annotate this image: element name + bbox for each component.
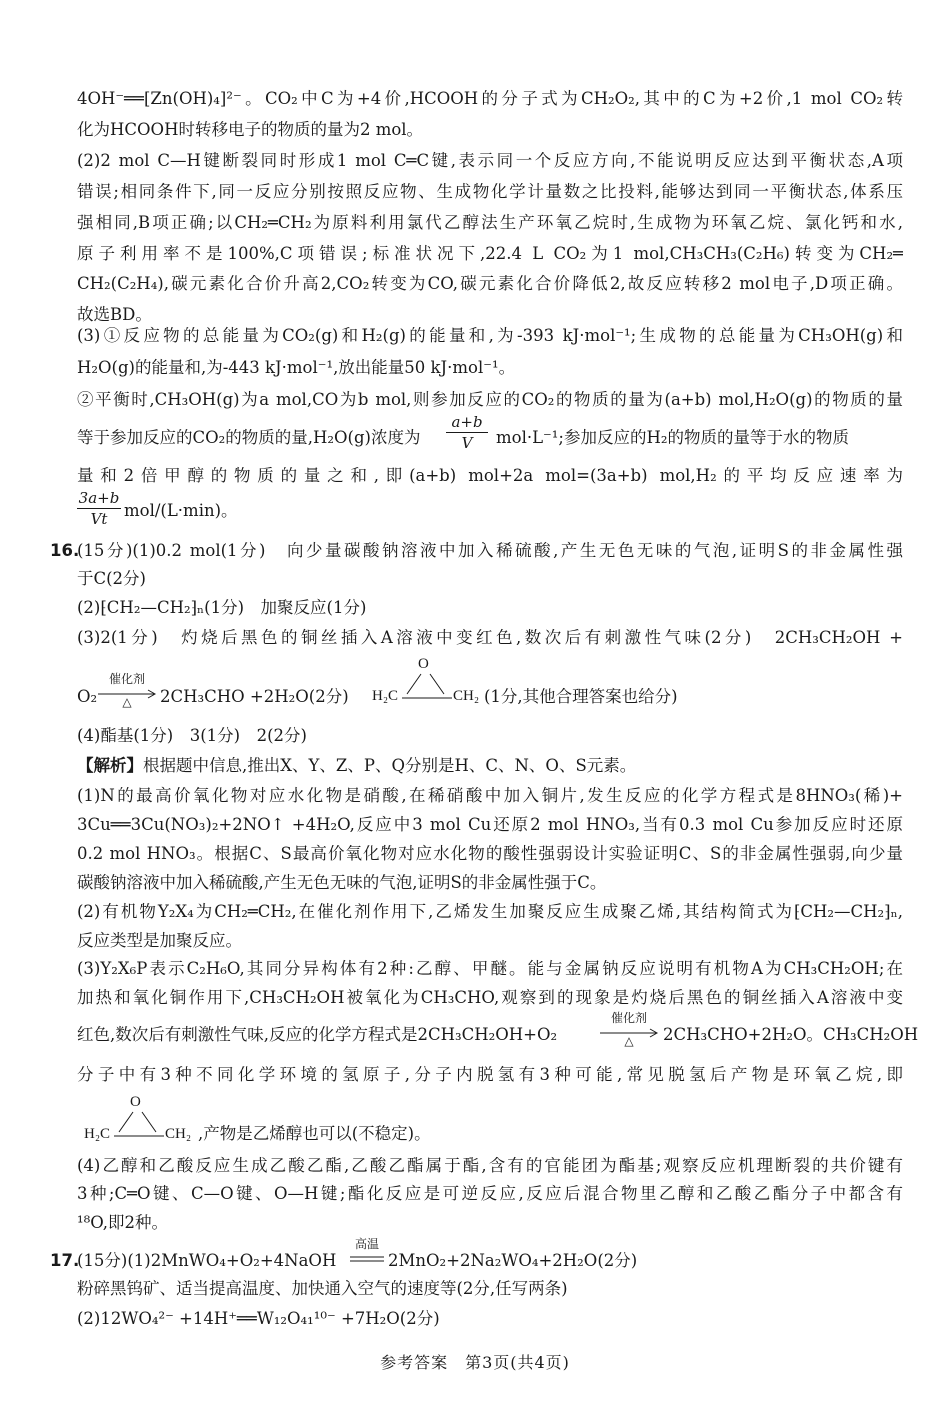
text-line: 反应类型是加聚反应。: [77, 931, 242, 950]
analysis-text: 根据题中信息,推出X、Y、Z、P、Q分别是H、C、N、O、S元素。: [143, 756, 637, 775]
text-line: 碳酸钠溶液中加入稀硫酸,产生无色无味的气泡,证明S的非金属性强于C。: [77, 873, 607, 892]
fraction-numerator: 3a+b: [78, 489, 120, 507]
text-fragment: (1分,其他合理答案也给分): [484, 687, 678, 706]
text-line: 于C(2分): [77, 569, 146, 588]
text-line: 加热和氧化铜作用下,CH₃CH₂OH被氧化为CH₃CHO,观察到的现象是灼烧后黑色的铜丝插入A溶液中变: [77, 988, 903, 1007]
analysis-label: 【解析】: [77, 756, 143, 775]
catalyst-arrow: [98, 670, 156, 710]
text-line: (3)Y₂X₆P表示C₂H₆O,其同分异构体有2种:乙醇、甲醚。能与金属钠反应说明有机物A为CH₃CH₂OH;在: [77, 959, 903, 978]
text-line: 分子中有3种不同化学环境的氢原子,分子内脱氢有3种可能,常见脱氢后产物是环氧乙烷,即: [77, 1065, 903, 1084]
text-line: 原子利用率不是100%,C项错误;标准状况下,22.4 L CO₂为1 mol,CH₃CH₃(C₂H₆)转变为CH₂═: [77, 244, 903, 263]
text-line: (2)12WO₄²⁻ +14H⁺══W₁₂O₄₁¹⁰⁻ +7H₂O(2分): [77, 1309, 440, 1328]
high-temp-equals: [350, 1237, 384, 1267]
fraction-denominator: V: [461, 434, 473, 452]
fraction-3a-plus-b-over-vt: [77, 488, 121, 529]
text-line: 4OH⁻══[Zn(OH)₄]²⁻。CO₂中C为+4价,HCOOH的分子式为CH₂O₂,其中的C为+2价,1 mol CO₂转: [77, 89, 903, 108]
text-line: ②平衡时,CH₃OH(g)为a mol,CO为b mol,则参加反应的CO₂的物质的量为(a+b) mol,H₂O(g)的物质的量: [77, 390, 903, 409]
reaction-condition-high-temp: 高温: [354, 1237, 379, 1251]
text-line: 强相同,B项正确;以CH₂═CH₂为原料利用氯代乙醇法生产环氧乙烷时,生成物为环氧乙烷、氯化钙和水,: [77, 213, 903, 232]
question-number-16: 16.: [50, 541, 80, 560]
page-footer: 参考答案 第3页(共4页): [380, 1353, 570, 1372]
fraction-a-plus-b-over-v: [446, 412, 488, 453]
arrow-label-heat: △: [624, 1034, 634, 1048]
text-line: 故选BD。: [77, 305, 152, 324]
text-fragment: 2CH₃CHO+2H₂O。CH₃CH₂OH: [663, 1025, 919, 1044]
text-line: 等于参加反应的CO₂的物质的量,H₂O(g)浓度为: [77, 428, 421, 447]
question-number-17: 17.: [50, 1251, 80, 1270]
arrow-label-catalyst: 催化剂: [108, 672, 145, 686]
arrow-label-heat: △: [122, 695, 132, 709]
text-line: ¹⁸O,即2种。: [77, 1213, 169, 1232]
text-line: (2)有机物Y₂X₄为CH₂═CH₂,在催化剂作用下,乙烯发生加聚反应生成聚乙烯,其结构简式为⁅CH₂—CH₂⁆ₙ,: [77, 902, 903, 921]
fraction-denominator: Vt: [90, 510, 108, 528]
text-line: (4)酯基(1分) 3(1分) 2(2分): [77, 726, 307, 745]
text-line: 错误;相同条件下,同一反应分别按照反应物、生成物化学计量数之比投料,能够达到同一平衡状态,体系压: [77, 182, 903, 201]
text-fragment: (15分)(1)2MnWO₄+O₂+4NaOH: [77, 1251, 337, 1270]
text-line: (3)2(1分) 灼烧后黑色的铜丝插入A溶液中变红色,数次后有刺激性气味(2分) 2CH₃CH₂OH +: [77, 628, 903, 647]
text-line: 粉碎黑钨矿、适当提高温度、加快通入空气的速度等(2分,任写两条): [77, 1279, 568, 1298]
text-fragment: ,产物是乙烯醇也可以(不稳定)。: [198, 1124, 431, 1143]
h2c-group: H₂C: [372, 688, 399, 704]
text-line: (4)乙醇和乙酸反应生成乙酸乙酯,乙酸乙酯属于酯,含有的官能团为酯基;观察反应机理断裂的共价键有: [77, 1156, 903, 1175]
ch2-group: CH₂: [165, 1126, 192, 1142]
fraction-numerator: a+b: [446, 412, 488, 433]
epoxide-structure: [372, 656, 482, 712]
text-fragment: 2MnO₂+2Na₂WO₄+2H₂O(2分): [388, 1251, 638, 1270]
text-line: (1)N的最高价氧化物对应水化物是硝酸,在稀硝酸中加入铜片,发生反应的化学方程式是8HNO₃(稀)+: [77, 786, 903, 805]
text-line: 化为HCOOH时转移电子的物质的量为2 mol。: [77, 120, 424, 139]
text-line: mol·L⁻¹;参加反应的H₂的物质的量等于水的物质: [496, 428, 849, 447]
text-line: (2)⁅CH₂—CH₂⁆ₙ(1分) 加聚反应(1分): [77, 598, 367, 617]
text-line: (2)2 mol C—H键断裂同时形成1 mol C═C键,表示同一个反应方向,不能说明反应达到平衡状态,A项: [77, 151, 903, 170]
text-line: 0.2 mol HNO₃。根据C、S最高价氧化物对应水化物的酸性强弱设计实验证明C、S的非金属性强弱,向少量: [77, 844, 903, 863]
text-line: [77, 755, 903, 777]
text-line: H₂O(g)的能量和,为-443 kJ·mol⁻¹,放出能量50 kJ·mol⁻¹。: [77, 358, 516, 377]
epoxide-structure: [84, 1094, 194, 1150]
text-fragment: 2CH₃CHO +2H₂O(2分): [160, 687, 349, 706]
h2c-group: H₂C: [84, 1126, 111, 1142]
catalyst-arrow: [600, 1009, 658, 1049]
oxygen-atom: O: [130, 1094, 141, 1110]
text-line: (15分)(1)0.2 mol(1分) 向少量碳酸钠溶液中加入稀硫酸,产生无色无味的气泡,证明S的非金属性强: [77, 541, 903, 560]
arrow-label-catalyst: 催化剂: [610, 1011, 647, 1025]
text-line: 量和2倍甲醇的物质的量之和,即(a+b) mol+2a mol=(3a+b) mol,H₂的平均反应速率为: [77, 466, 903, 485]
text-fragment: 红色,数次后有刺激性气味,反应的化学方程式是2CH₃CH₂OH+O₂: [77, 1025, 558, 1044]
text-line: 3种;C═O键、C—O键、O—H键;酯化反应是可逆反应,反应后混合物里乙醇和乙酸乙酯分子中都含有: [77, 1184, 903, 1203]
text-fragment: O₂: [77, 687, 98, 706]
oxygen-atom: O: [418, 656, 429, 672]
text-line: 3Cu══3Cu(NO₃)₂+2NO↑ +4H₂O,反应中3 mol Cu还原2 mol HNO₃,当有0.3 mol Cu参加反应时还原: [77, 815, 903, 834]
double-line-icon: [350, 1237, 384, 1267]
ch2-group: CH₂: [453, 688, 480, 704]
text-line: (3)①反应物的总能量为CO₂(g)和H₂(g)的能量和,为-393 kJ·mol⁻¹;生成物的总能量为CH₃OH(g)和: [77, 326, 903, 345]
text-line: CH₂(C₂H₄),碳元素化合价升高2,CO₂转变为CO,碳元素化合价降低2,故反应转移2 mol电子,D项正确。: [77, 274, 903, 293]
text-line: mol/(L·min)。: [124, 501, 238, 520]
